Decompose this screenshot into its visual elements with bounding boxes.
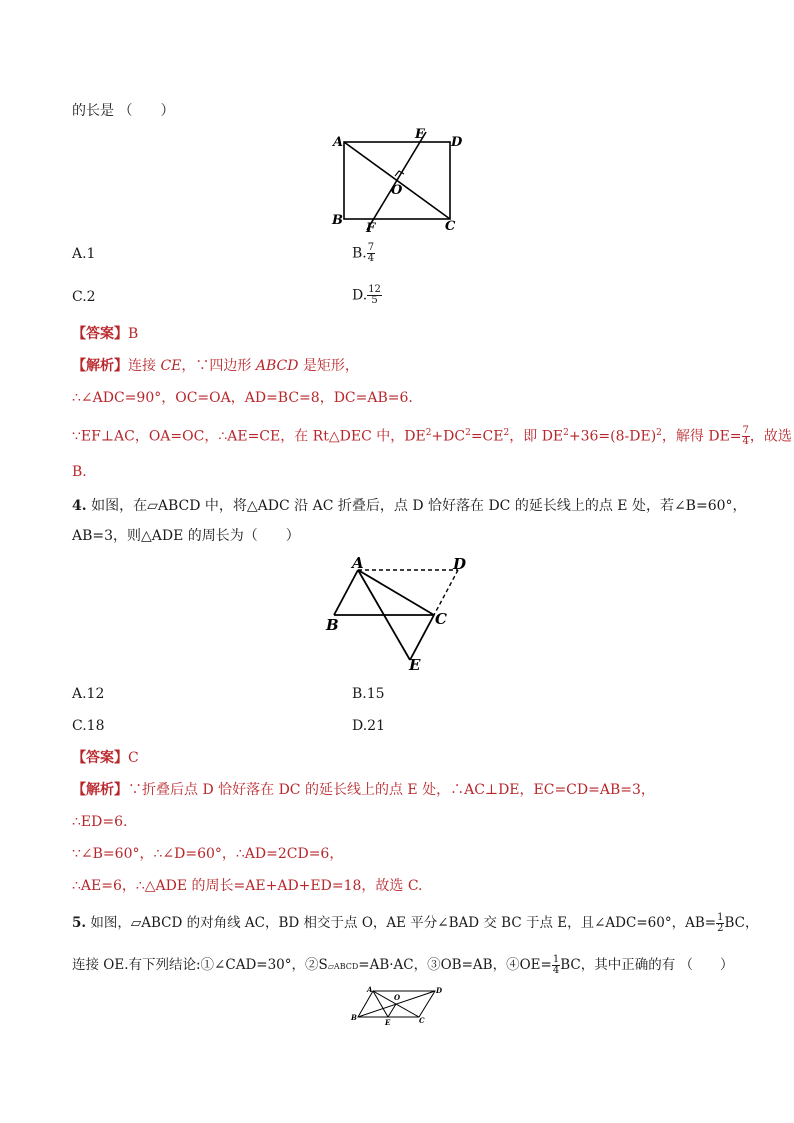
q4-label-e: E [409, 656, 421, 674]
q3-option-a: A.1 [72, 246, 96, 262]
q4-analysis-line1: 【解析】∵折叠后点 D 恰好落在 DC 的延长线上的点 E 处，∴AC⊥DE，EC=CD=AB=3， [72, 782, 655, 798]
q5-label-e: E [385, 1018, 391, 1027]
q3-label-b: B [332, 213, 343, 228]
q4-label-d: D [453, 555, 467, 573]
q4-answer: 【答案】C [72, 750, 139, 766]
q5-label-c: C [419, 1016, 425, 1025]
q4-analysis-line3: ∵∠B=60°，∴∠D=60°，∴AD=2CD=6， [72, 846, 344, 862]
q3-option-d: D. $\frac{12}{5}$ [352, 284, 381, 306]
q3-analysis-line1: 【解析】连接 CE，∵四边形 ABCD 是矩形， [72, 358, 359, 374]
q4-stem-line2: AB=3，则△ADE 的周长为（ ） [72, 528, 300, 544]
q4-option-d: D.21 [352, 718, 385, 734]
q3-label-f: F [366, 221, 376, 236]
q5-stem-line1: 5. 如图，▱ABCD 的对角线 AC，BD 相交于点 O，AE 平分∠BAD 交 BC 于点 E，且∠ADC=60°，AB= $\frac{1}{2}$ BC， [72, 912, 759, 934]
q4-analysis-line4: ∴AE=6，∴△ADE 的周长=AE+AD+ED=18，故选 C. [72, 878, 423, 894]
q3-label-o: O [391, 183, 403, 198]
q3-analysis-line3: ∵EF⊥AC，OA=OC，∴AE=CE，在 Rt△DEC 中，$DE^2+DC^2=CE^2$，即 $DE^2+36=(8-DE)^2$，解得 DE= $\frac{7}{4}$ ，故选 [72, 425, 792, 447]
q5-label-o: O [394, 993, 401, 1002]
q3-analysis-line4: B. [72, 464, 87, 480]
q5-label-d: D [436, 986, 443, 995]
q3-option-c: C.2 [72, 289, 96, 305]
q4-label-b: B [326, 616, 339, 634]
q4-option-c: C.18 [72, 718, 105, 734]
q4-option-a: A.12 [72, 686, 105, 702]
q4-label-c: C [435, 610, 447, 628]
q5-stem-line2: 连接 OE.有下列结论:①∠CAD=30°，②S▱ABCD=AB·AC，③OB=AB，④OE= $\frac{1}{4}$ BC，其中正确的有 （ ） [72, 954, 734, 976]
q3-label-d: D [451, 135, 463, 150]
q4-label-a: A [352, 554, 364, 572]
q3-label-a: A [333, 135, 344, 150]
q3-option-b: B. $\frac{7}{4}$ [352, 242, 375, 264]
q5-parallelogram-figure [348, 984, 448, 1028]
q4-parallelogram-figure [322, 552, 467, 674]
q5-label-a: A [367, 985, 373, 994]
q3-stem-tail: 的长是 （ ） [72, 103, 175, 119]
q3-label-e: E [415, 127, 425, 142]
q4-option-b: B.15 [352, 686, 385, 702]
q3-analysis-line2: ∴∠ADC=90°，OC=OA，AD=BC=8，DC=AB=6. [72, 390, 413, 406]
q3-answer: 【答案】B [72, 326, 139, 342]
q4-analysis-line2: ∴ED=6. [72, 814, 128, 830]
q3-rectangle-figure [325, 122, 465, 234]
q5-label-b: B [351, 1013, 357, 1022]
q4-stem-line1: 4. 如图，在▱ABCD 中，将△ADC 沿 AC 折叠后，点 D 恰好落在 DC 的延长线上的点 E 处，若∠B=60°， [72, 498, 747, 514]
q3-label-c: C [445, 219, 456, 234]
